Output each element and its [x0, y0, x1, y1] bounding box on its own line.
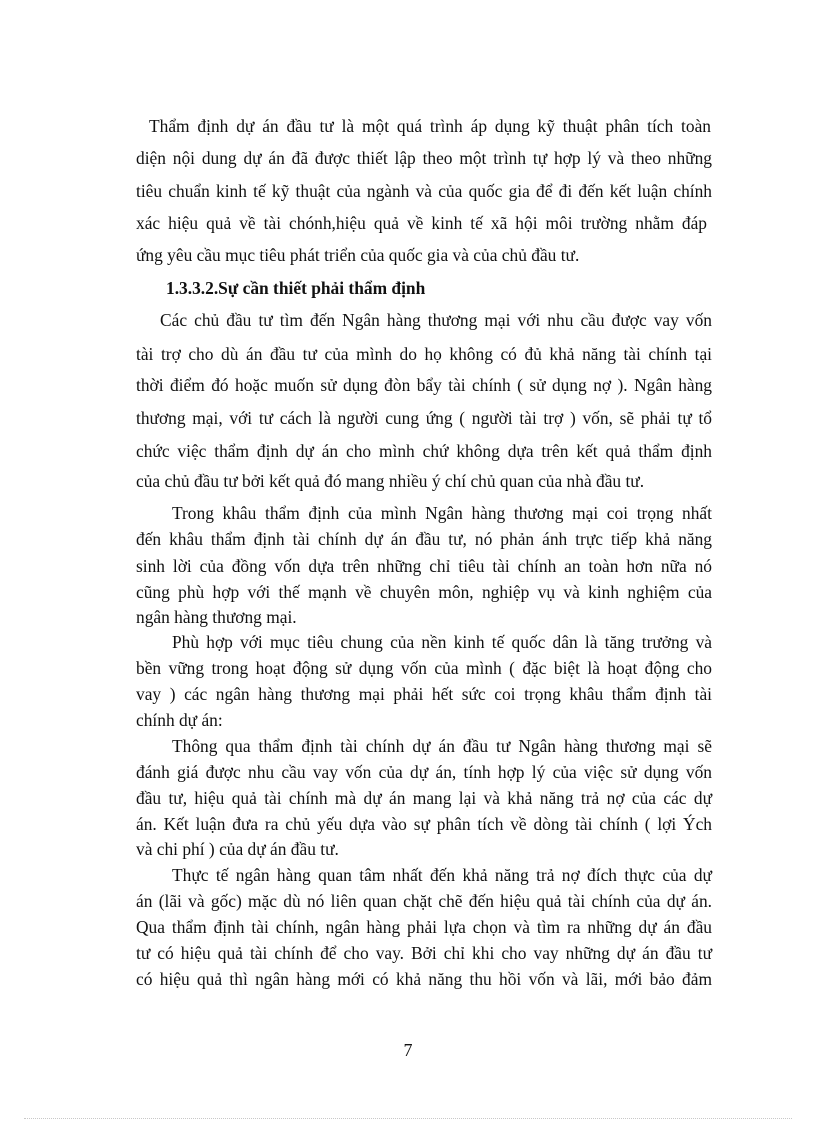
text-line: Phù hợp với mục tiêu chung của nền kinh tế quốc dân là tăng trưởng và — [172, 632, 712, 652]
text-line: của chủ đầu tư bởi kết quả đó mang nhiều ý chí chủ quan của nhà đầu tư. — [136, 471, 645, 491]
text-line: sinh lời của đồng vốn dựa trên những chỉ tiêu tài chính an toàn hơn nữa nó — [136, 556, 712, 576]
page-number: 7 — [403, 1040, 413, 1060]
text-line: Qua thẩm định tài chính, ngân hàng phải lựa chọn và tìm ra những dự án đầu — [136, 917, 712, 937]
text-line: ứng yêu cầu mục tiêu phát triển của quốc gia và của chủ đầu tư. — [136, 245, 580, 265]
text-line: chức việc thẩm định dự án cho mình chứ không dựa trên kết quả thẩm định — [136, 441, 712, 461]
text-line: án. Kết luận đưa ra chủ yếu dựa vào sự phân tích về dòng tài chính ( lợi Ých — [136, 814, 712, 834]
text-line: xác hiệu quả về tài chónh,hiệu quả về kinh tế xã hội môi trường nhằm đáp — [136, 213, 707, 233]
text-line: tiêu chuẩn kinh tế kỹ thuật của ngành và của quốc gia để đi đến kết luận chính — [136, 181, 712, 201]
text-line: Thẩm định dự án đầu tư là một quá trình áp dụng kỹ thuật phân tích toàn — [149, 116, 711, 136]
text-line: thương mại, với tư cách là người cung ứng ( người tài trợ ) vốn, sẽ phải tự tổ — [136, 408, 712, 428]
text-line: án (lãi và gốc) mặc dù nó liên quan chặt chẽ đến hiệu quả tài chính của dự án. — [136, 891, 712, 911]
text-line: đầu tư, hiệu quả tài chính mà dự án mang lại và khả năng trả nợ của các dự — [136, 788, 712, 808]
text-line: Trong khâu thẩm định của mình Ngân hàng thương mại coi trọng nhất — [172, 503, 712, 523]
text-line: ngân hàng thương mại. — [136, 607, 297, 627]
text-line: thời điểm đó hoặc muốn sử dụng đòn bẩy tài chính ( sử dụng nợ ). Ngân hàng — [136, 375, 712, 395]
text-line: tài trợ cho dù án đầu tư của mình do họ không có đủ khả năng tài chính tại — [136, 344, 712, 364]
text-line: có hiệu quả thì ngân hàng mới có khả năng thu hồi vốn và lãi, mới bảo đảm — [136, 969, 712, 989]
text-line: đánh giá được nhu cầu vay vốn của dự án, tính hợp lý của việc sử dụng vốn — [136, 762, 712, 782]
text-line: Các chủ đầu tư tìm đến Ngân hàng thương mại với nhu cầu được vay vốn — [160, 310, 712, 330]
page-bottom-divider — [24, 1118, 792, 1119]
text-line: Thực tế ngân hàng quan tâm nhất đến khả năng trả nợ đích thực của dự — [172, 865, 712, 885]
text-line: chính dự án: — [136, 710, 223, 730]
text-line: đến khâu thẩm định tài chính dự án đầu tư, nó phản ánh trực tiếp khả năng — [136, 529, 712, 549]
section-heading: 1.3.3.2.Sự cần thiết phải thẩm định — [166, 278, 426, 298]
text-line: cũng phù hợp với thế mạnh về chuyên môn, nghiệp vụ và kinh nghiệm của — [136, 582, 712, 602]
text-line: tư có hiệu quả tài chính để cho vay. Bởi chỉ khi cho vay những dự án đầu tư — [136, 943, 712, 963]
text-line: Thông qua thẩm định tài chính dự án đầu tư Ngân hàng thương mại sẽ — [172, 736, 712, 756]
text-line: bền vững trong hoạt động sử dụng vốn của mình ( đặc biệt là hoạt động cho — [136, 658, 712, 678]
text-line: diện nội dung dự án đã được thiết lập theo một trình tự hợp lý và theo những — [136, 148, 712, 168]
text-line: vay ) các ngân hàng thương mại phải hết sức coi trọng khâu thẩm định tài — [136, 684, 712, 704]
text-line: và chi phí ) của dự án đầu tư. — [136, 839, 339, 859]
